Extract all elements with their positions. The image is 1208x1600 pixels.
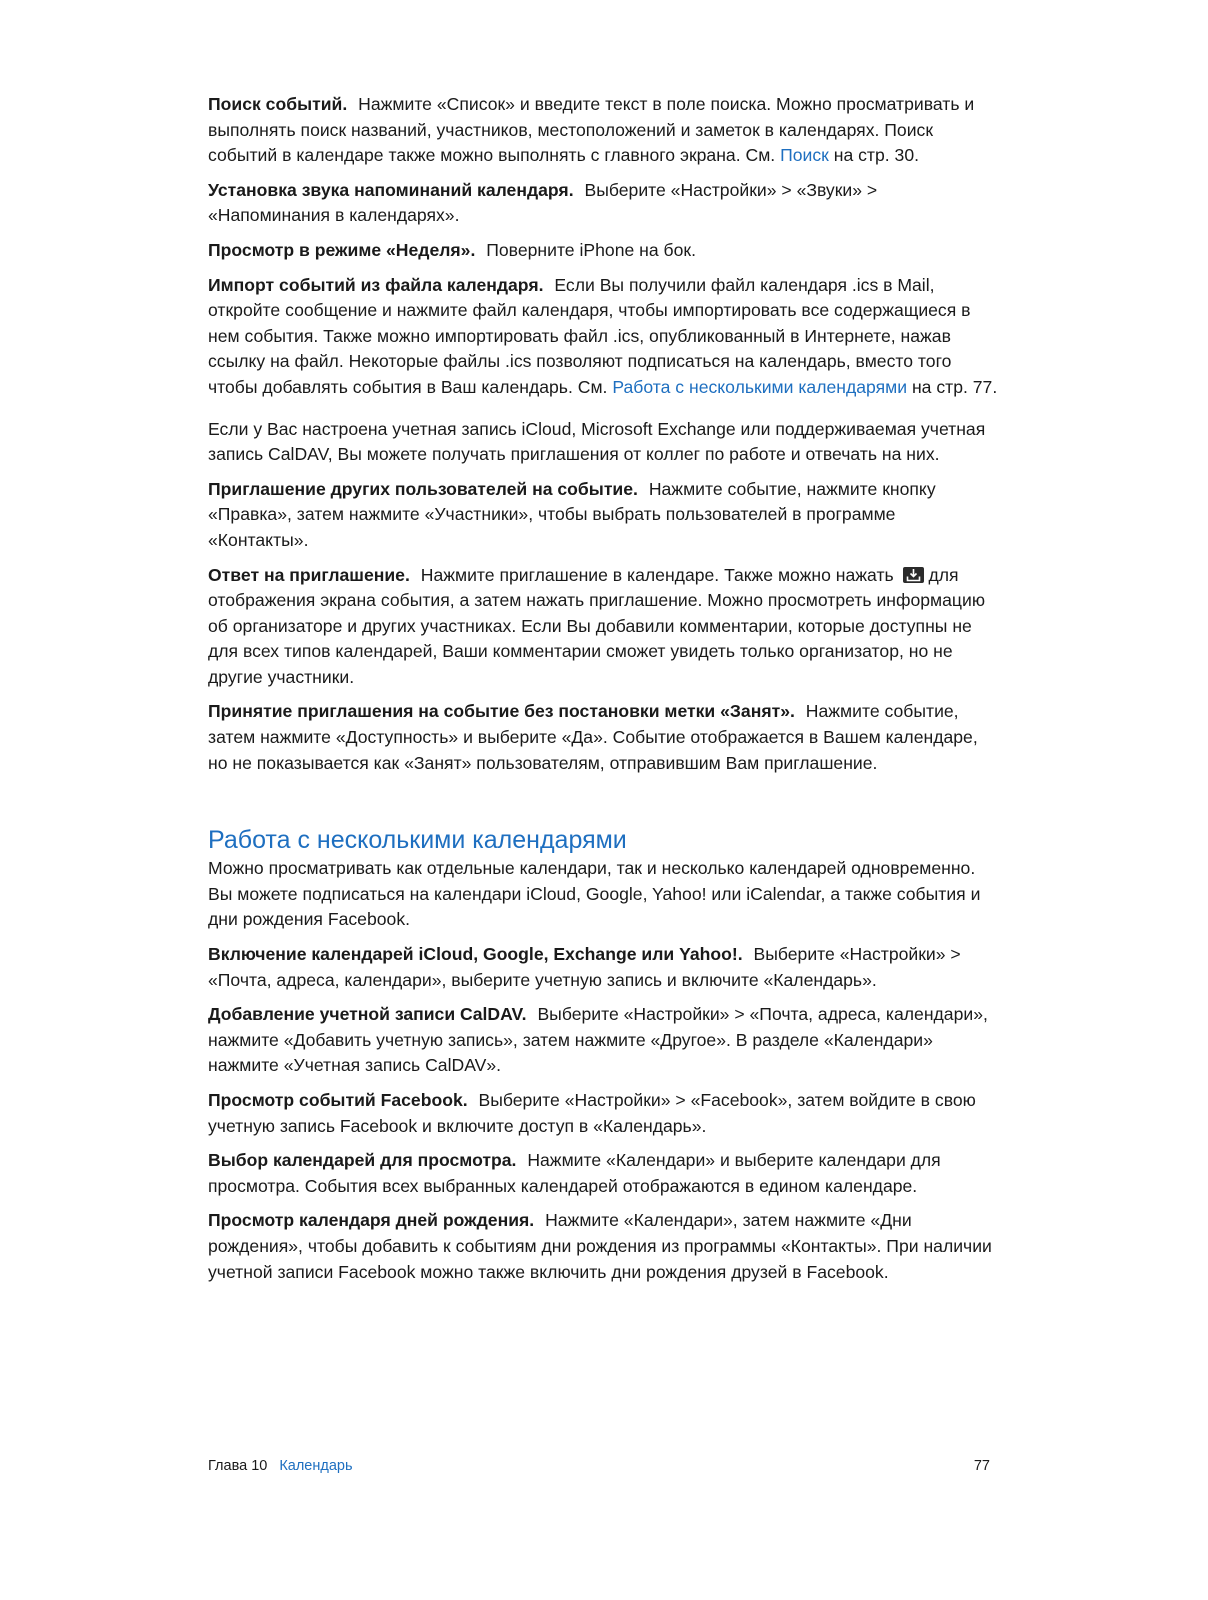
paragraph-facebook	[208, 1088, 998, 1139]
page-number: 77	[973, 1458, 990, 1474]
paragraph-title: Ответ на приглашение.	[208, 564, 410, 585]
paragraph-title: Поиск событий.	[208, 94, 348, 114]
page-content	[208, 92, 998, 1294]
paragraph-title: Импорт событий из файла календаря.	[208, 274, 544, 295]
paragraph-text: Нажмите приглашение в календаре. Также можно нажать	[420, 564, 894, 585]
paragraph-intro	[208, 417, 998, 468]
paragraph-tail: для отображения экрана события, а затем нажать приглашение. Можно просмотреть информацию об организаторе и других участниках. Если Вы добавили комментарии, которые доступны не для всех типов календарей, Ваши комментарии сможет увидеть только организатор, но не другие участники.	[208, 564, 986, 687]
paragraph-invite	[208, 477, 998, 554]
paragraph-choose	[208, 1148, 998, 1199]
paragraph-text: Поверните iPhone на бок.	[486, 239, 696, 260]
page-footer	[208, 1456, 998, 1476]
paragraph-text: Если у Вас настроена учетная запись iCloud, Microsoft Exchange или поддерживаемая учетная запись CalDAV, Вы можете получать приглашения от коллег по работе и отвечать на них.	[208, 418, 986, 465]
paragraph-reply	[208, 563, 998, 691]
paragraph-text: Выберите «Настройки» > «Звуки» > «Напоминания в календарях».	[208, 179, 878, 226]
paragraph-title: Приглашение других пользователей на событие.	[208, 478, 638, 499]
paragraph-text: Выберите «Настройки» > «Почта, адреса, календари», выберите учетную запись и включите «Календарь».	[208, 944, 961, 990]
paragraph-title: Выбор календарей для просмотра.	[208, 1150, 517, 1171]
paragraph-search	[208, 92, 998, 169]
paragraph-tail: на стр. 30.	[828, 145, 919, 166]
paragraph-text: Нажмите событие, нажмите кнопку «Правка», затем нажмите «Участники», чтобы выбрать пользователей в программе «Контакты».	[208, 478, 936, 550]
paragraph-title: Добавление учетной записи CalDAV.	[208, 1004, 527, 1025]
paragraph-text: Можно просматривать как отдельные календари, так и несколько календарей одновременно. Вы можете подписаться на календари iCloud, Google, Yahoo! или iCalendar, а также события и дни рождения Facebook.	[208, 858, 981, 930]
paragraph-text: Нажмите «Календари» и выберите календари для просмотра. События всех выбранных календарей отображаются в едином календаре.	[208, 1150, 941, 1196]
paragraph-title: Установка звука напоминаний календаря.	[208, 179, 574, 200]
paragraph-multi-intro	[208, 856, 998, 933]
paragraph-title: Просмотр календаря дней рождения.	[208, 1210, 535, 1231]
paragraph-import	[208, 273, 998, 401]
paragraph-title: Просмотр в режиме «Неделя».	[208, 239, 476, 260]
paragraph-birthdays	[208, 1208, 998, 1285]
paragraph-text: Нажмите событие, затем нажмите «Доступность» и выберите «Да». Событие отображается в Вашем календаре, но не показывается как «Занят» пользователям, отправившим Вам приглашение.	[208, 701, 978, 773]
paragraph-sound	[208, 178, 998, 229]
search-link[interactable]: Поиск	[780, 145, 829, 166]
paragraph-title: Принятие приглашения на событие без постановки метки «Занят».	[208, 701, 795, 722]
paragraph-caldav	[208, 1002, 998, 1079]
inbox-download-icon	[903, 567, 924, 583]
paragraph-text: Нажмите «Список» и введите текст в поле поиска. Можно просматривать и выполнять поиск названий, участников, местоположений и заметок в календарях. Поиск событий в календаре также можно выполнять с главного экрана. См.	[208, 94, 975, 166]
paragraph-text: Выберите «Настройки» > «Facebook», затем войдите в свою учетную запись Facebook и включите доступ в «Календарь».	[208, 1090, 976, 1136]
paragraph-accept	[208, 699, 998, 776]
paragraph-tail: на стр. 77.	[907, 376, 998, 397]
section-title: Работа с несколькими календарями	[208, 826, 627, 855]
paragraph-text: Выберите «Настройки» > «Почта, адреса, календари», нажмите «Добавить учетную запись», затем нажмите «Другое». В разделе «Календари» нажмите «Учетная запись CalDAV».	[208, 1004, 988, 1076]
paragraph-week	[208, 238, 998, 264]
paragraph-text: Нажмите «Календари», затем нажмите «Дни рождения», чтобы добавить к событиям дни рождения из программы «Контакты». При наличии учетной записи Facebook можно также включить дни рождения друзей в Facebook.	[208, 1210, 992, 1282]
paragraph-title: Просмотр событий Facebook.	[208, 1090, 468, 1110]
paragraph-text: Если Вы получили файл календаря .ics в Mail, откройте сообщение и нажмите файл календаря, чтобы импортировать все содержащиеся в нем события. Также можно импортировать файл .ics, опубликованный в Интернете, нажав ссылку на файл. Некоторые файлы .ics позволяют подписаться на календарь, вместо того чтобы добавлять события в Ваш календарь. См.	[208, 274, 971, 397]
multiple-calendars-link[interactable]: Работа с несколькими календарями	[612, 376, 908, 397]
paragraph-enable	[208, 942, 998, 993]
paragraph-title: Включение календарей iCloud, Google, Exchange или Yahoo!.	[208, 944, 743, 965]
chapter-name[interactable]: Календарь	[279, 1458, 353, 1474]
chapter-number: Глава 10	[208, 1458, 268, 1474]
